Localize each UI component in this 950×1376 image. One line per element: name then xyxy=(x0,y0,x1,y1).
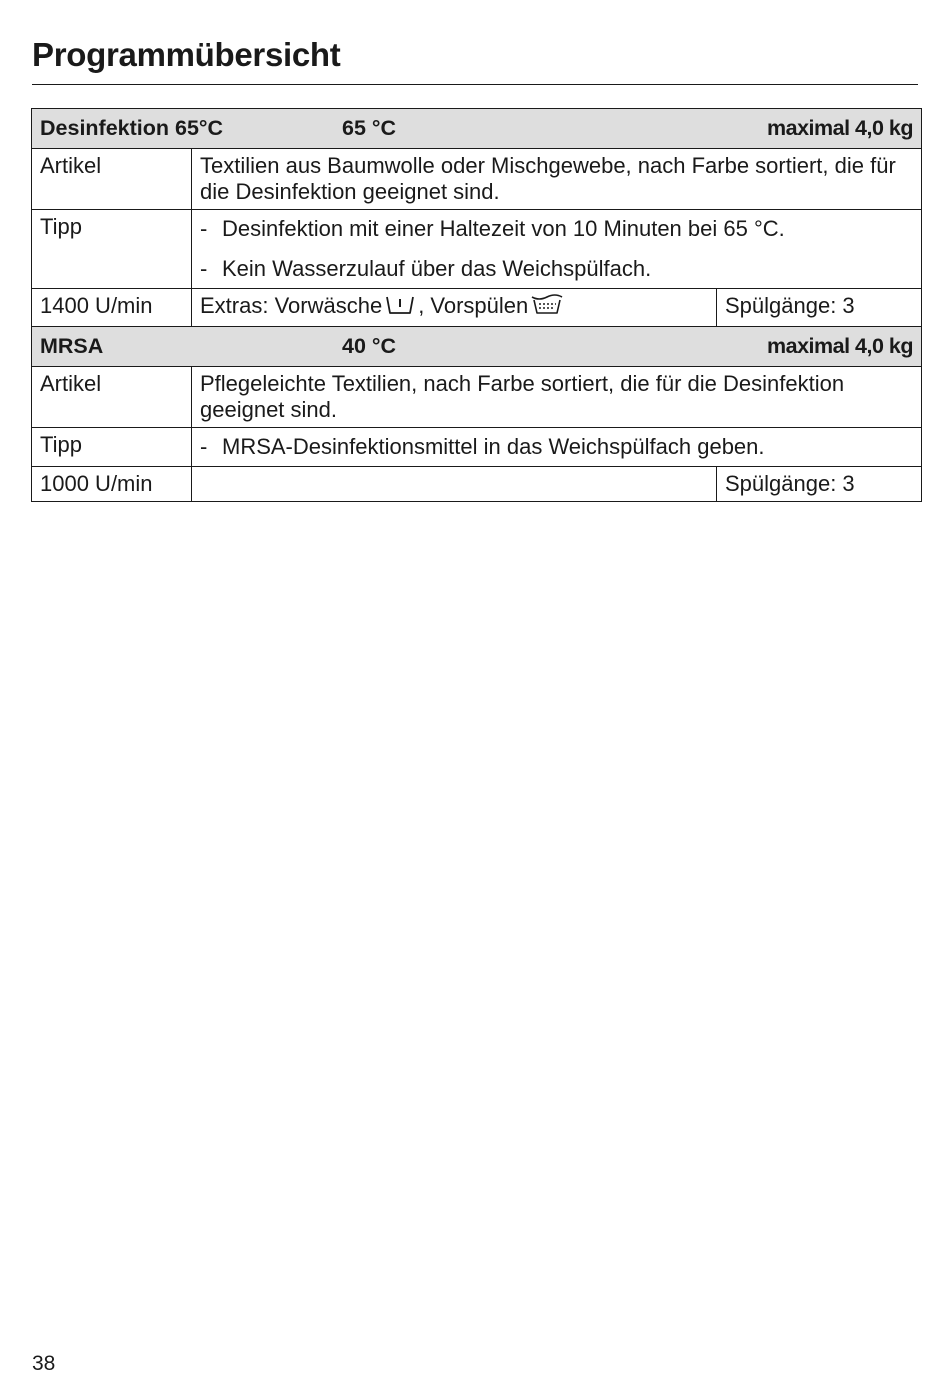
extras-cell xyxy=(192,289,717,327)
tip-dash: - xyxy=(200,216,208,241)
program-name: Desinfektion 65°C xyxy=(40,116,224,140)
spin-row xyxy=(32,467,922,502)
program-header-cell xyxy=(32,109,922,149)
spin-speed: 1000 U/min xyxy=(32,467,192,502)
article-row xyxy=(32,149,922,210)
program-temperature: 40 °C xyxy=(342,334,397,358)
tip-label: Tipp xyxy=(32,210,192,289)
program-max-load: maximal 4,0 kg xyxy=(767,116,913,140)
page-title: Programmübersicht xyxy=(32,36,341,73)
tip-label: Tipp xyxy=(32,428,192,467)
prewash-icon xyxy=(384,294,416,322)
prerinse-icon xyxy=(530,294,564,322)
page-number: 38 xyxy=(32,1352,56,1375)
tip-item xyxy=(200,434,913,460)
tip-row xyxy=(32,428,922,467)
program-header-cell xyxy=(32,327,922,367)
spin-speed: 1400 U/min xyxy=(32,289,192,327)
tip-text: Kein Wasserzulauf über das Weichspülfach. xyxy=(222,256,652,281)
tip-item xyxy=(200,256,913,282)
program-max-load: maximal 4,0 kg xyxy=(767,334,913,358)
program-name: MRSA xyxy=(40,334,104,358)
article-text: Pflegeleichte Textilien, nach Farbe sortiert, die für die Desinfektion geeignet sind. xyxy=(192,367,922,428)
tip-row xyxy=(32,210,922,289)
tip-text: MRSA-Desinfektionsmittel in das Weichspülfach geben. xyxy=(222,434,765,459)
article-row xyxy=(32,367,922,428)
program-temperature: 65 °C xyxy=(342,116,397,140)
tip-dash: - xyxy=(200,256,208,281)
article-text: Textilien aus Baumwolle oder Mischgewebe, nach Farbe sortiert, die für die Desinfektion geeignet sind. xyxy=(192,149,922,210)
tip-list xyxy=(192,210,922,289)
title-divider xyxy=(32,84,918,85)
rinse-count: Spülgänge: 3 xyxy=(717,289,922,327)
extras-prerinse-label: , Vorspülen xyxy=(418,293,529,318)
tip-item xyxy=(200,216,913,242)
program-header-row xyxy=(32,109,922,149)
extras-prewash-label: Extras: Vorwäsche xyxy=(200,293,383,318)
spin-row xyxy=(32,289,922,327)
tip-dash: - xyxy=(200,434,208,459)
extras-cell xyxy=(192,467,717,502)
program-header-row xyxy=(32,327,922,367)
tip-text: Desinfektion mit einer Haltezeit von 10 Minuten bei 65 °C. xyxy=(222,216,785,241)
program-overview-table xyxy=(31,108,922,502)
article-label: Artikel xyxy=(32,149,192,210)
rinse-count: Spülgänge: 3 xyxy=(717,467,922,502)
article-label: Artikel xyxy=(32,367,192,428)
tip-list xyxy=(192,428,922,467)
